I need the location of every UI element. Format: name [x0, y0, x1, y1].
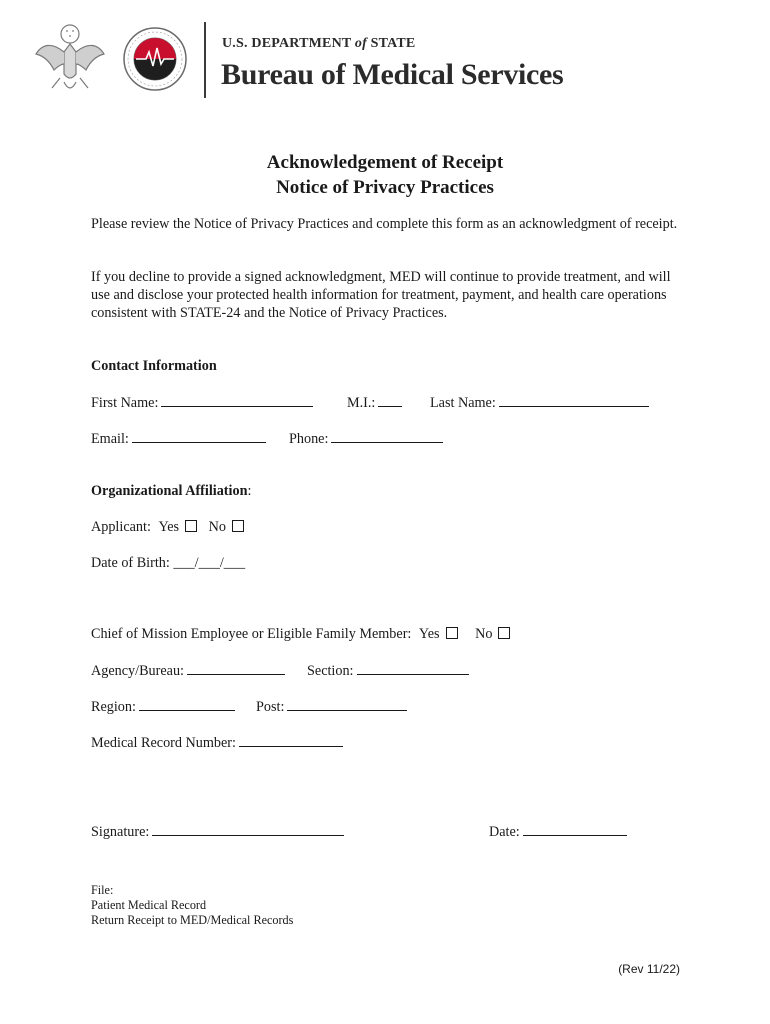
file-note-line: Patient Medical Record — [91, 898, 207, 912]
department-name: U.S. DEPARTMENT of STATE — [222, 36, 416, 51]
intro-paragraph: Please review the Notice of Privacy Practices and complete this form as an acknowledgment of receipt. — [91, 216, 678, 232]
mrn-label: Medical Record Number: — [91, 735, 236, 751]
com-no-checkbox[interactable] — [498, 627, 510, 639]
mi-field[interactable] — [378, 394, 402, 407]
last-name-field[interactable] — [499, 394, 649, 407]
com-row — [91, 626, 510, 643]
post-row — [256, 698, 407, 716]
bureau-name: Bureau of Medical Services — [221, 58, 564, 91]
applicant-label: Applicant: — [91, 519, 151, 535]
dob-row — [91, 555, 245, 572]
signature-field[interactable] — [152, 823, 344, 836]
section-row — [307, 662, 469, 680]
applicant-no-label: No — [208, 519, 226, 535]
file-note — [91, 883, 293, 928]
email-row — [91, 430, 266, 448]
letterhead-divider — [204, 22, 206, 98]
section-field[interactable] — [357, 662, 469, 675]
email-field[interactable] — [132, 430, 266, 443]
decline-paragraph: If you decline to provide a signed acknowledgment, MED will continue to provide treatment, and will use and disclose your protected health information for treatment, payment, and health care operations consistent with STATE-24 and the Notice of Privacy Practices. — [91, 269, 671, 321]
last-name-row — [430, 394, 649, 412]
mrn-row — [91, 734, 343, 752]
section-label: Section: — [307, 663, 354, 679]
agency-row — [91, 662, 285, 680]
email-label: Email: — [91, 431, 129, 447]
bureau-seal-icon — [122, 26, 188, 92]
region-row — [91, 698, 235, 716]
com-label: Chief of Mission Employee or Eligible Family Member: — [91, 626, 412, 642]
com-yes-checkbox[interactable] — [446, 627, 458, 639]
date-row — [489, 823, 627, 841]
file-note-line: File: — [91, 883, 114, 897]
region-field[interactable] — [139, 698, 235, 711]
form-subtitle: Notice of Privacy Practices — [276, 177, 494, 198]
affiliation-heading: Organizational Affiliation: — [91, 483, 252, 499]
great-seal-icon — [34, 22, 106, 98]
com-no-label: No — [475, 626, 493, 642]
mrn-field[interactable] — [239, 734, 343, 747]
applicant-row — [91, 519, 244, 536]
date-label: Date: — [489, 824, 520, 840]
mi-row — [347, 394, 402, 412]
phone-label: Phone: — [289, 431, 329, 447]
first-name-label: First Name: — [91, 395, 159, 411]
revision-label: (Rev 11/22) — [618, 962, 680, 976]
dob-label: Date of Birth: — [91, 555, 170, 571]
agency-label: Agency/Bureau: — [91, 663, 184, 679]
applicant-no-checkbox[interactable] — [232, 520, 244, 532]
applicant-yes-checkbox[interactable] — [185, 520, 197, 532]
form-title: Acknowledgement of Receipt — [266, 152, 504, 173]
com-yes-label: Yes — [418, 626, 440, 642]
file-note-line: Return Receipt to MED/Medical Records — [91, 913, 294, 927]
signature-label: Signature: — [91, 824, 150, 840]
contact-heading: Contact Information — [91, 358, 217, 374]
dob-field[interactable]: ___/___/___ — [173, 555, 246, 571]
mi-label: M.I.: — [347, 395, 376, 411]
date-field[interactable] — [523, 823, 627, 836]
post-field[interactable] — [287, 698, 407, 711]
applicant-yes-label: Yes — [158, 519, 180, 535]
first-name-row — [91, 394, 313, 412]
region-label: Region: — [91, 699, 136, 715]
signature-row — [91, 823, 344, 841]
agency-field[interactable] — [187, 662, 285, 675]
first-name-field[interactable] — [161, 394, 313, 407]
phone-row — [289, 430, 443, 448]
post-label: Post: — [256, 699, 285, 715]
last-name-label: Last Name: — [430, 395, 496, 411]
phone-field[interactable] — [331, 430, 443, 443]
